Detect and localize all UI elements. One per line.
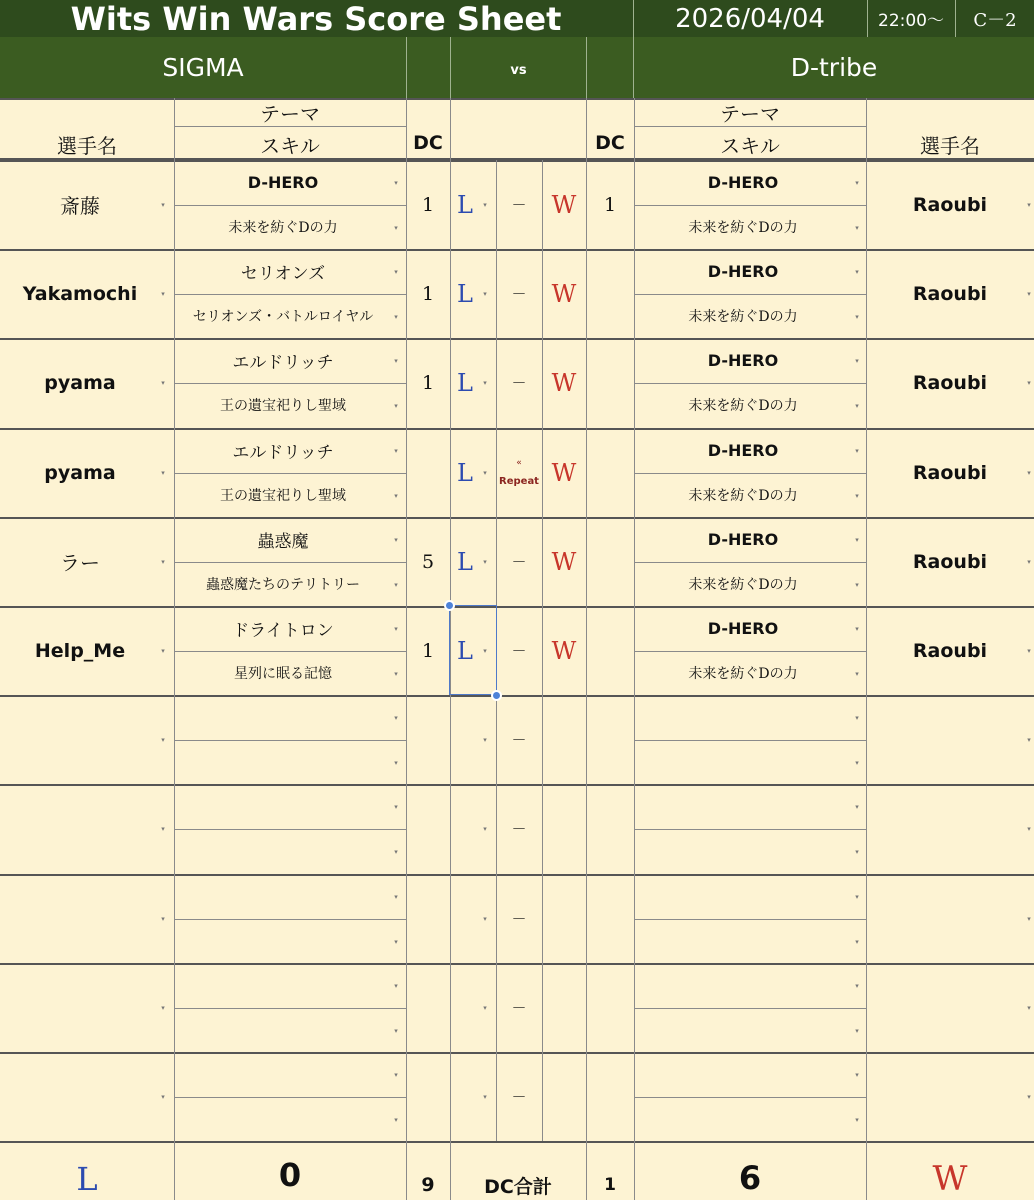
dropdown-arrow-icon[interactable]: ▾ xyxy=(483,290,487,298)
repeat-arrow: « xyxy=(516,457,522,468)
dropdown-arrow-icon[interactable]: ▾ xyxy=(161,736,165,744)
dropdown-arrow-icon[interactable]: ▾ xyxy=(394,1026,398,1035)
right-dc-total: 1 xyxy=(604,1175,616,1195)
right-result-cell[interactable] xyxy=(542,695,586,784)
left-dc-cell[interactable]: 1 xyxy=(421,371,435,394)
right-player-cell[interactable]: Raoubi xyxy=(912,371,988,394)
dropdown-arrow-icon[interactable]: ▾ xyxy=(161,647,165,655)
dropdown-arrow-icon[interactable]: ▾ xyxy=(394,267,398,276)
dropdown-arrow-icon[interactable]: ▾ xyxy=(394,1070,398,1079)
left-dc-cell[interactable] xyxy=(406,874,450,963)
left-dc-cell[interactable] xyxy=(406,963,450,1052)
dropdown-arrow-icon[interactable]: ▾ xyxy=(394,535,398,544)
right-skill-cell[interactable]: 未来を紡ぐDの力 xyxy=(688,398,798,414)
left-result-cell[interactable]: L xyxy=(457,190,473,219)
left-result-cell[interactable]: L xyxy=(457,458,473,487)
left-result-cell[interactable]: L xyxy=(457,636,473,665)
right-total-wins: 6 xyxy=(738,1159,762,1197)
dropdown-arrow-icon[interactable]: ▾ xyxy=(483,647,487,655)
dropdown-arrow-icon[interactable]: ▾ xyxy=(394,713,398,722)
dropdown-arrow-icon[interactable]: ▾ xyxy=(855,356,859,365)
left-dc-cell[interactable] xyxy=(406,1052,450,1141)
left-theme-cell[interactable]: 蟲惑魔 xyxy=(257,532,309,552)
dropdown-arrow-icon[interactable]: ▾ xyxy=(394,892,398,901)
left-skill-cell[interactable] xyxy=(174,1097,392,1141)
dropdown-arrow-icon[interactable]: ▾ xyxy=(855,312,859,321)
draw-dash-cell[interactable]: － xyxy=(511,196,527,214)
dropdown-arrow-icon[interactable]: ▾ xyxy=(161,1004,165,1012)
left-theme-cell[interactable]: エルドリッチ xyxy=(232,353,334,373)
dropdown-arrow-icon[interactable]: ▾ xyxy=(161,469,165,477)
right-result-cell[interactable]: W xyxy=(551,547,577,576)
selection-handle-top[interactable] xyxy=(444,600,455,611)
dropdown-arrow-icon[interactable]: ▾ xyxy=(394,178,398,187)
dropdown-arrow-icon[interactable]: ▾ xyxy=(855,535,859,544)
dropdown-arrow-icon[interactable]: ▾ xyxy=(394,312,398,321)
draw-dash-cell[interactable]: － xyxy=(511,285,527,303)
right-skill-cell[interactable]: 未来を紡ぐDの力 xyxy=(688,666,798,682)
dropdown-arrow-icon[interactable]: ▾ xyxy=(1027,290,1031,298)
dropdown-arrow-icon[interactable]: ▾ xyxy=(1027,915,1031,923)
right-dc-cell[interactable] xyxy=(586,606,634,695)
right-theme-cell[interactable]: D-HERO xyxy=(707,262,779,281)
right-skill-cell[interactable] xyxy=(634,740,852,784)
left-result-cell[interactable] xyxy=(450,963,480,1052)
dropdown-arrow-icon[interactable]: ▾ xyxy=(161,1093,165,1101)
left-player-cell[interactable] xyxy=(0,963,160,1052)
match-date: 2026/04/04 xyxy=(675,3,825,34)
dropdown-arrow-icon[interactable]: ▾ xyxy=(855,802,859,811)
draw-dash-cell[interactable]: － xyxy=(511,999,527,1017)
left-theme-cell[interactable]: ドライトロン xyxy=(232,621,334,641)
dropdown-arrow-icon[interactable]: ▾ xyxy=(394,491,398,500)
left-player-cell[interactable] xyxy=(0,695,160,784)
dropdown-arrow-icon[interactable]: ▾ xyxy=(855,981,859,990)
dropdown-arrow-icon[interactable]: ▾ xyxy=(161,558,165,566)
right-player-header: 選手名 xyxy=(920,133,980,158)
right-dc-cell[interactable] xyxy=(586,338,634,427)
dropdown-arrow-icon[interactable]: ▾ xyxy=(855,223,859,232)
dropdown-arrow-icon[interactable]: ▾ xyxy=(394,624,398,633)
dropdown-arrow-icon[interactable]: ▾ xyxy=(855,446,859,455)
right-dc-cell[interactable] xyxy=(586,963,634,1052)
repeat-marker[interactable] xyxy=(496,428,542,517)
left-skill-cell[interactable]: 未来を紡ぐDの力 xyxy=(228,220,338,236)
left-result-cell[interactable]: L xyxy=(457,547,473,576)
right-dc-cell[interactable] xyxy=(586,249,634,338)
dropdown-arrow-icon[interactable]: ▾ xyxy=(161,201,165,209)
dropdown-arrow-icon[interactable]: ▾ xyxy=(855,892,859,901)
left-skill-cell[interactable]: 星列に眠る記憶 xyxy=(234,666,332,682)
dropdown-arrow-icon[interactable]: ▾ xyxy=(483,1004,487,1012)
left-dc-total: 9 xyxy=(421,1174,435,1196)
left-dc-cell[interactable]: 1 xyxy=(421,282,435,305)
right-skill-cell[interactable]: 未来を紡ぐDの力 xyxy=(688,577,798,593)
right-result-cell[interactable]: W xyxy=(551,636,577,665)
dropdown-arrow-icon[interactable]: ▾ xyxy=(394,223,398,232)
dropdown-arrow-icon[interactable]: ▾ xyxy=(855,178,859,187)
draw-dash-cell[interactable]: － xyxy=(511,910,527,928)
left-player-cell[interactable] xyxy=(0,784,160,873)
left-theme-header: テーマ xyxy=(260,101,320,126)
left-theme-cell[interactable] xyxy=(174,695,392,740)
draw-dash-cell[interactable]: － xyxy=(511,820,527,838)
right-result-cell[interactable]: W xyxy=(551,190,577,219)
dropdown-arrow-icon[interactable]: ▾ xyxy=(1027,736,1031,744)
dropdown-arrow-icon[interactable]: ▾ xyxy=(483,379,487,387)
right-result-cell[interactable]: W xyxy=(551,458,577,487)
right-player-cell[interactable] xyxy=(866,784,1034,873)
right-skill-cell[interactable] xyxy=(634,1097,852,1141)
right-skill-cell[interactable]: 未来を紡ぐDの力 xyxy=(688,488,798,504)
dropdown-arrow-icon[interactable]: ▾ xyxy=(855,580,859,589)
dropdown-arrow-icon[interactable]: ▾ xyxy=(855,713,859,722)
right-dc-header: DC xyxy=(595,132,625,154)
dropdown-arrow-icon[interactable]: ▾ xyxy=(394,580,398,589)
left-result-cell[interactable]: L xyxy=(457,279,473,308)
dropdown-arrow-icon[interactable]: ▾ xyxy=(394,356,398,365)
right-dc-cell[interactable] xyxy=(586,517,634,606)
dropdown-arrow-icon[interactable]: ▾ xyxy=(1027,1093,1031,1101)
sheet-title: Wits Win Wars Score Sheet xyxy=(70,0,562,37)
right-player-cell[interactable] xyxy=(866,874,1034,963)
left-player-cell[interactable]: pyama xyxy=(44,371,116,394)
right-theme-cell[interactable] xyxy=(634,695,852,740)
dropdown-arrow-icon[interactable]: ▾ xyxy=(1027,647,1031,655)
left-player-cell[interactable]: 斎藤 xyxy=(60,194,100,218)
left-skill-cell[interactable] xyxy=(174,740,392,784)
right-theme-cell[interactable] xyxy=(634,963,852,1008)
dropdown-arrow-icon[interactable]: ▾ xyxy=(1027,558,1031,566)
dropdown-arrow-icon[interactable]: ▾ xyxy=(855,1026,859,1035)
left-result-cell[interactable]: L xyxy=(457,368,473,397)
right-total-result: W xyxy=(932,1159,968,1199)
right-dc-cell[interactable] xyxy=(586,695,634,784)
dropdown-arrow-icon[interactable]: ▾ xyxy=(161,290,165,298)
right-result-cell[interactable] xyxy=(542,784,586,873)
left-player-cell[interactable]: pyama xyxy=(44,461,116,484)
dropdown-arrow-icon[interactable]: ▾ xyxy=(483,558,487,566)
right-player-cell[interactable] xyxy=(866,1052,1034,1141)
left-result-cell[interactable] xyxy=(450,784,480,873)
left-player-cell[interactable]: Yakamochi xyxy=(22,282,138,305)
left-result-cell[interactable] xyxy=(450,695,480,784)
dropdown-arrow-icon[interactable]: ▾ xyxy=(1027,379,1031,387)
dropdown-arrow-icon[interactable]: ▾ xyxy=(855,1115,859,1124)
left-theme-cell[interactable] xyxy=(174,1052,392,1097)
dropdown-arrow-icon[interactable]: ▾ xyxy=(394,937,398,946)
left-dc-cell[interactable]: 5 xyxy=(421,550,435,573)
right-theme-header: テーマ xyxy=(720,101,780,126)
left-dc-cell[interactable] xyxy=(406,428,450,517)
draw-dash-cell[interactable]: － xyxy=(511,553,527,571)
dropdown-arrow-icon[interactable]: ▾ xyxy=(855,847,859,856)
right-player-cell[interactable]: Raoubi xyxy=(912,639,988,662)
dropdown-arrow-icon[interactable]: ▾ xyxy=(394,981,398,990)
dropdown-arrow-icon[interactable]: ▾ xyxy=(394,401,398,410)
right-player-cell[interactable]: Raoubi xyxy=(912,461,988,484)
dropdown-arrow-icon[interactable]: ▾ xyxy=(855,1070,859,1079)
left-result-cell[interactable] xyxy=(450,874,480,963)
left-theme-cell[interactable]: D-HERO xyxy=(247,173,319,192)
dropdown-arrow-icon[interactable]: ▾ xyxy=(161,379,165,387)
dropdown-arrow-icon[interactable]: ▾ xyxy=(855,491,859,500)
right-theme-cell[interactable]: D-HERO xyxy=(707,351,779,370)
left-theme-cell[interactable] xyxy=(174,963,392,1008)
draw-dash-cell[interactable]: － xyxy=(511,731,527,749)
right-team-name: D-tribe xyxy=(790,53,878,82)
right-result-cell[interactable]: W xyxy=(551,368,577,397)
right-theme-cell[interactable]: D-HERO xyxy=(707,530,779,549)
left-skill-cell[interactable] xyxy=(174,919,392,963)
left-dc-header: DC xyxy=(413,132,443,154)
left-player-header: 選手名 xyxy=(57,133,117,158)
right-player-cell[interactable] xyxy=(866,963,1034,1052)
right-dc-cell[interactable] xyxy=(586,874,634,963)
dropdown-arrow-icon[interactable]: ▾ xyxy=(394,446,398,455)
repeat-label: Repeat xyxy=(499,475,539,487)
left-dc-cell[interactable] xyxy=(406,784,450,873)
dropdown-arrow-icon[interactable]: ▾ xyxy=(394,1115,398,1124)
right-theme-cell[interactable] xyxy=(634,1052,852,1097)
right-skill-cell[interactable]: 未来を紡ぐDの力 xyxy=(688,220,798,236)
right-dc-cell[interactable]: 1 xyxy=(603,193,617,216)
right-theme-cell[interactable]: D-HERO xyxy=(707,619,779,638)
right-theme-cell[interactable] xyxy=(634,874,852,919)
dropdown-arrow-icon[interactable]: ▾ xyxy=(483,915,487,923)
left-dc-cell[interactable]: 1 xyxy=(421,639,435,662)
draw-dash-cell[interactable]: － xyxy=(511,642,527,660)
cell-selection-box xyxy=(449,605,497,695)
dropdown-arrow-icon[interactable]: ▾ xyxy=(161,915,165,923)
dropdown-arrow-icon[interactable]: ▾ xyxy=(855,758,859,767)
left-dc-cell[interactable]: 1 xyxy=(421,193,435,216)
left-skill-cell[interactable] xyxy=(174,829,392,873)
dropdown-arrow-icon[interactable]: ▾ xyxy=(161,825,165,833)
right-dc-cell[interactable] xyxy=(586,1052,634,1141)
right-skill-cell[interactable] xyxy=(634,919,852,963)
left-theme-cell[interactable]: エルドリッチ xyxy=(232,443,334,463)
dropdown-arrow-icon[interactable]: ▾ xyxy=(483,1093,487,1101)
dropdown-arrow-icon[interactable]: ▾ xyxy=(394,847,398,856)
right-theme-cell[interactable] xyxy=(634,784,852,829)
table-number: C－2 xyxy=(973,9,1017,31)
dropdown-arrow-icon[interactable]: ▾ xyxy=(1027,825,1031,833)
left-result-cell[interactable] xyxy=(450,1052,480,1141)
left-skill-cell[interactable]: 蟲惑魔たちのテリトリー xyxy=(206,577,360,593)
right-player-cell[interactable]: Raoubi xyxy=(912,193,988,216)
left-skill-cell[interactable]: 王の遺宝祀りし聖域 xyxy=(220,488,346,504)
dropdown-arrow-icon[interactable]: ▾ xyxy=(1027,1004,1031,1012)
selection-handle-bottom[interactable] xyxy=(491,690,502,701)
left-player-cell[interactable] xyxy=(0,1052,160,1141)
right-dc-cell[interactable] xyxy=(586,784,634,873)
right-result-cell[interactable] xyxy=(542,1052,586,1141)
right-skill-header: スキル xyxy=(720,133,780,158)
dropdown-arrow-icon[interactable]: ▾ xyxy=(394,758,398,767)
left-theme-cell[interactable] xyxy=(174,784,392,829)
left-dc-cell[interactable] xyxy=(406,695,450,784)
dropdown-arrow-icon[interactable]: ▾ xyxy=(394,669,398,678)
dropdown-arrow-icon[interactable]: ▾ xyxy=(483,736,487,744)
left-player-cell[interactable]: Help_Me xyxy=(34,639,126,662)
right-result-cell[interactable] xyxy=(542,963,586,1052)
right-skill-cell[interactable] xyxy=(634,829,852,873)
left-total-result: L xyxy=(76,1160,98,1198)
right-result-cell[interactable] xyxy=(542,874,586,963)
right-player-cell[interactable]: Raoubi xyxy=(912,550,988,573)
dropdown-arrow-icon[interactable]: ▾ xyxy=(855,401,859,410)
right-dc-cell[interactable] xyxy=(586,428,634,517)
right-player-cell[interactable] xyxy=(866,695,1034,784)
left-theme-cell[interactable]: セリオンズ xyxy=(240,264,326,284)
dropdown-arrow-icon[interactable]: ▾ xyxy=(855,624,859,633)
dropdown-arrow-icon[interactable]: ▾ xyxy=(1027,201,1031,209)
dropdown-arrow-icon[interactable]: ▾ xyxy=(483,469,487,477)
left-player-cell[interactable]: ラー xyxy=(60,551,100,575)
left-skill-cell[interactable]: 王の遺宝祀りし聖域 xyxy=(220,398,346,414)
left-skill-cell[interactable] xyxy=(174,1008,392,1052)
dropdown-arrow-icon[interactable]: ▾ xyxy=(855,267,859,276)
right-player-cell[interactable]: Raoubi xyxy=(912,282,988,305)
dropdown-arrow-icon[interactable]: ▾ xyxy=(483,825,487,833)
dropdown-arrow-icon[interactable]: ▾ xyxy=(394,802,398,811)
right-skill-cell[interactable] xyxy=(634,1008,852,1052)
vs-label: vs xyxy=(510,62,527,78)
left-skill-header: スキル xyxy=(260,133,320,158)
dropdown-arrow-icon[interactable]: ▾ xyxy=(483,201,487,209)
draw-dash-cell[interactable]: － xyxy=(511,1088,527,1106)
dropdown-arrow-icon[interactable]: ▾ xyxy=(1027,469,1031,477)
dc-total-label: DC合計 xyxy=(484,1175,552,1198)
right-theme-cell[interactable]: D-HERO xyxy=(707,173,779,192)
dropdown-arrow-icon[interactable]: ▾ xyxy=(855,937,859,946)
right-skill-cell[interactable]: 未来を紡ぐDの力 xyxy=(688,309,798,325)
draw-dash-cell[interactable]: － xyxy=(511,374,527,392)
left-total-wins: 0 xyxy=(278,1156,302,1194)
right-theme-cell[interactable]: D-HERO xyxy=(707,441,779,460)
dropdown-arrow-icon[interactable]: ▾ xyxy=(855,669,859,678)
match-time: 22:00〜 xyxy=(878,11,944,31)
left-skill-cell[interactable]: セリオンズ・バトルロイヤル xyxy=(192,309,374,325)
left-player-cell[interactable] xyxy=(0,874,160,963)
right-result-cell[interactable]: W xyxy=(551,279,577,308)
left-team-name: SIGMA xyxy=(162,53,244,82)
left-theme-cell[interactable] xyxy=(174,874,392,919)
